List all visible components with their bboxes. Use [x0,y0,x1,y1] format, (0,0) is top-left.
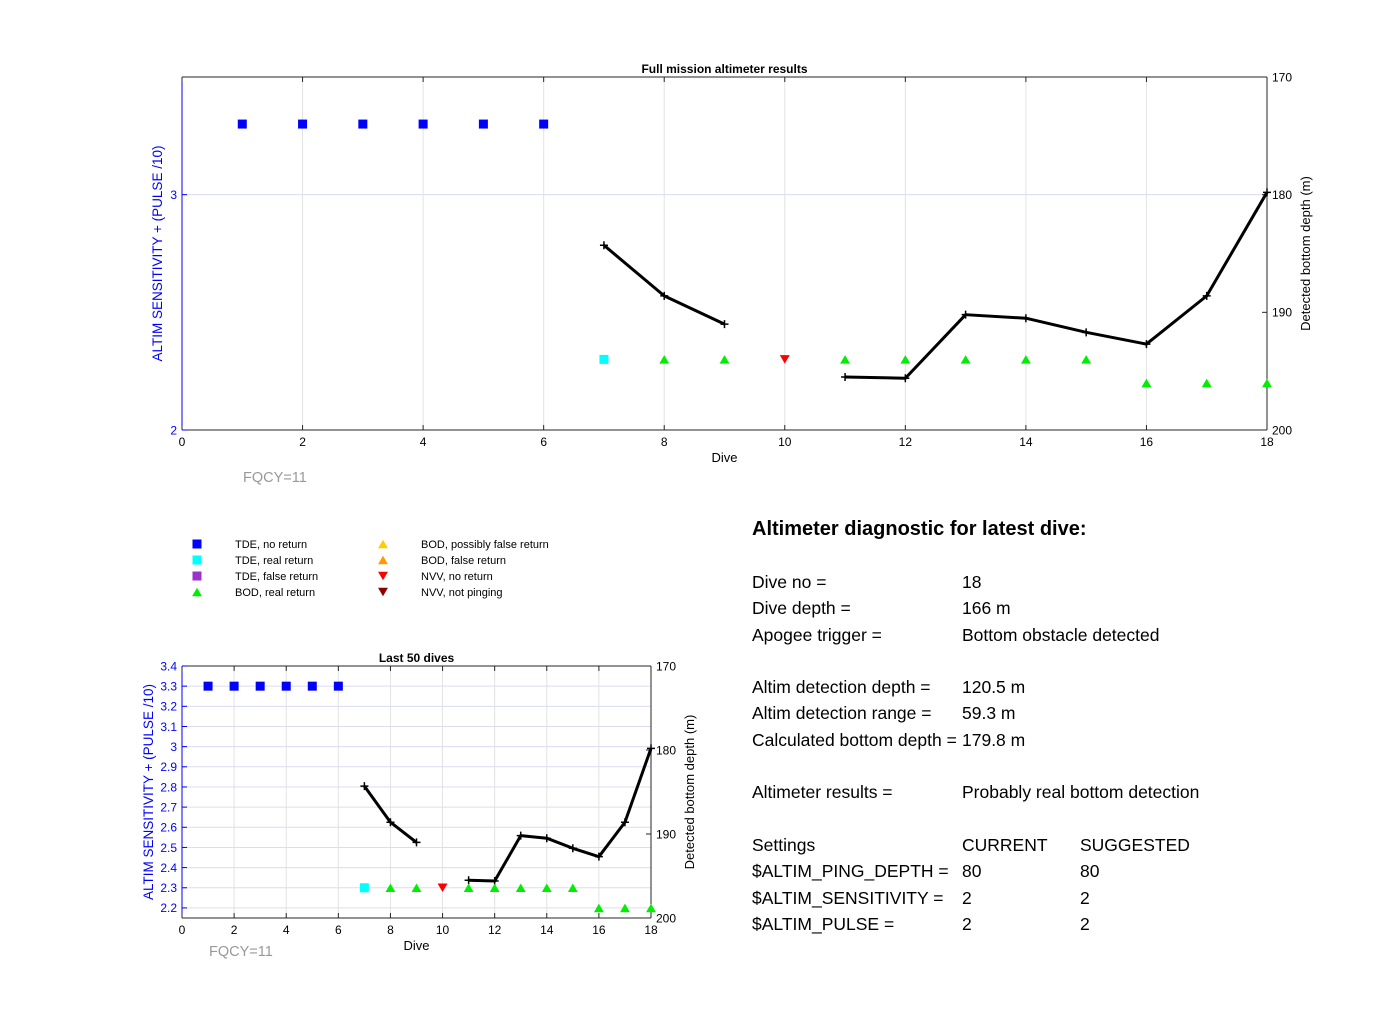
full-mission-marker [720,355,730,364]
dive-no-label: Dive no = [752,572,827,592]
dive-depth-label: Dive depth = [752,598,851,619]
full-mission-marker [539,120,548,129]
full-mission-title: Full mission altimeter results [641,62,808,76]
setting-current: 2 [962,887,972,908]
last-50-depth-point [647,744,655,752]
full-mission-x-tick-label: 10 [778,435,792,449]
calculated-depth-value: 179.8 m [962,729,1026,750]
full-mission-y-tick-label: 3 [170,187,177,202]
last-50-x-tick-label: 10 [435,923,450,937]
calculated-depth-row [752,727,1352,753]
full-mission-ylabel: ALTIM SENSITIVITY + (PULSE /10) [150,145,165,362]
full-mission-marker [900,355,910,364]
full-mission-depth-line [845,192,1267,378]
settings-label: Settings [752,834,816,855]
full-mission-x-tick-label: 0 [178,435,186,449]
last-50-x-tick-label: 6 [334,923,342,937]
last-50-y-tick-label: 3.1 [160,719,177,734]
full-mission-x-tick-label: 12 [898,435,913,449]
full-mission-y2label: Detected bottom depth (m) [1298,176,1313,331]
suggested-header: SUGGESTED [1080,834,1190,855]
full-mission-marker [659,355,669,364]
legend-marker [378,540,388,549]
last-50-marker [230,682,239,691]
last-50-marker [204,682,213,691]
results-row [752,779,1352,805]
last-50-y-tick-label: 2.3 [160,881,177,896]
apogee-row [752,622,1352,648]
full-mission-x-tick-label: 18 [1260,435,1274,449]
setting-current: 2 [962,913,972,934]
last-50-y-tick-label: 3.3 [160,679,177,694]
full-mission-marker [599,355,608,364]
altimeter-diagnostic-panel [752,518,1352,937]
last-50-y-tick-label: 2.9 [160,760,177,775]
full-mission-marker [1262,379,1272,388]
calculated-depth-label: Calculated bottom depth = [752,729,957,750]
full-mission-fqcy-annotation: FQCY=11 [243,470,307,486]
full-mission-marker [238,120,247,129]
full-mission-depth-point [841,373,849,381]
last-50-ylabel: ALTIM SENSITIVITY + (PULSE /10) [141,684,156,900]
dive-no-row [752,569,1352,595]
last-50-x-tick-label: 2 [230,923,238,937]
setting-name: $ALTIM_PING_DEPTH = [752,861,949,882]
full-mission-marker [419,120,428,129]
setting-current: 80 [962,861,982,882]
last-50-y-tick-label: 3.4 [160,659,177,674]
last-50-x-tick-label: 8 [387,923,394,937]
setting-row [752,911,1352,937]
last-50-depth-line [469,748,651,881]
full-mission-y2-tick-label: 190 [1272,305,1293,320]
setting-name: $ALTIM_SENSITIVITY = [752,887,944,908]
last-50-y-tick-label: 2.7 [160,800,177,815]
full-mission-xlabel: Dive [711,450,738,465]
full-mission-y2-tick-label: 180 [1272,187,1293,202]
last-50-x-tick-label: 0 [178,923,186,937]
legend-label: NVV, not pinging [421,587,503,599]
full-mission-marker [1081,355,1091,364]
last-50-marker [334,682,343,691]
last-50-y-tick-label: 2.2 [160,901,177,916]
full-mission-marker [840,355,850,364]
legend-marker [378,588,388,597]
legend-label: BOD, possibly false return [421,539,549,551]
last-50-xlabel: Dive [403,938,430,953]
detection-range-label: Altim detection range = [752,703,932,724]
full-mission-marker [479,120,488,129]
last-50-y2-tick-label: 170 [656,659,677,674]
legend-marker [378,572,388,581]
full-mission-marker [1202,379,1212,388]
dive-depth-row [752,595,1352,621]
settings-header-row [752,832,1352,858]
full-mission-marker [961,355,971,364]
full-mission-marker [780,355,790,364]
last-50-y-tick-label: 2.4 [160,860,177,875]
diagnostic-title: Altimeter diagnostic for latest dive: [752,518,1087,540]
last-50-y-tick-label: 2.6 [160,820,177,835]
dive-depth-value: 166 m [962,598,1011,619]
full-mission-x-tick-label: 8 [660,435,668,449]
legend-label: BOD, real return [235,587,316,599]
full-mission-x-tick-label: 6 [540,435,548,449]
full-mission-marker [1021,355,1031,364]
full-mission-x-tick-label: 14 [1019,435,1033,449]
last-50-x-tick-label: 18 [644,923,658,937]
last-50-x-tick-label: 14 [540,923,554,937]
detection-range-row [752,700,1352,726]
last-50-marker [256,682,265,691]
full-mission-y-tick-label: 2 [170,423,177,438]
full-mission-marker [358,120,367,129]
legend-label: BOD, false return [421,555,506,567]
setting-suggested: 80 [1080,861,1100,882]
legend-marker [192,588,202,597]
last-50-depth-point [569,844,577,852]
apogee-value: Bottom obstacle detected [962,624,1160,645]
legend-marker [193,572,202,581]
detection-range-value: 59.3 m [962,703,1016,724]
full-mission-marker [1141,379,1151,388]
detection-depth-value: 120.5 m [962,677,1026,698]
last-50-title: Last 50 dives [378,651,455,665]
last-50-y2-tick-label: 180 [656,743,677,758]
last-50-y-tick-label: 3 [170,739,177,754]
legend-label: TDE, false return [235,571,319,583]
legend-marker [193,556,202,565]
last-50-x-tick-label: 12 [487,923,502,937]
last-50-marker [282,682,291,691]
setting-name: $ALTIM_PULSE = [752,913,895,934]
full-mission-x-tick-label: 4 [419,435,427,449]
apogee-label: Apogee trigger = [752,624,882,645]
legend-label: NVV, no return [421,571,493,583]
last-50-y2-tick-label: 200 [656,911,677,926]
last-50-fqcy-annotation: FQCY=11 [209,944,273,960]
full-mission-y2-tick-label: 200 [1272,423,1293,438]
full-mission-depth-point [1022,314,1030,322]
setting-suggested: 2 [1080,913,1090,934]
full-mission-x-tick-label: 16 [1139,435,1154,449]
legend-marker [193,540,202,549]
legend-label: TDE, real return [235,555,314,567]
last-50-x-tick-label: 16 [592,923,606,937]
results-value: Probably real bottom detection [962,782,1200,803]
legend-label: TDE, no return [235,539,308,551]
legend-marker [378,556,388,565]
results-label: Altimeter results = [752,782,893,803]
setting-suggested: 2 [1080,887,1090,908]
last-50-y-tick-label: 2.5 [160,840,177,855]
detection-depth-row [752,674,1352,700]
last-50-y2label: Detected bottom depth (m) [682,714,697,870]
last-50-depth-point [543,834,551,842]
dive-no-value: 18 [962,572,982,592]
full-mission-marker [298,120,307,129]
last-50-y-tick-label: 2.8 [160,780,177,795]
last-50-y-tick-label: 3.2 [160,699,177,714]
detection-depth-label: Altim detection depth = [752,677,931,698]
full-mission-y2-tick-label: 170 [1272,70,1293,85]
full-mission-depth-point [1082,328,1090,336]
current-header: CURRENT [962,834,1048,855]
setting-row [752,858,1352,884]
last-50-marker [360,883,369,892]
last-50-marker [308,682,317,691]
last-50-y2-tick-label: 190 [656,827,677,842]
setting-row [752,885,1352,911]
full-mission-x-tick-label: 2 [299,435,306,449]
last-50-depth-point [465,876,473,884]
last-50-x-tick-label: 4 [282,923,290,937]
